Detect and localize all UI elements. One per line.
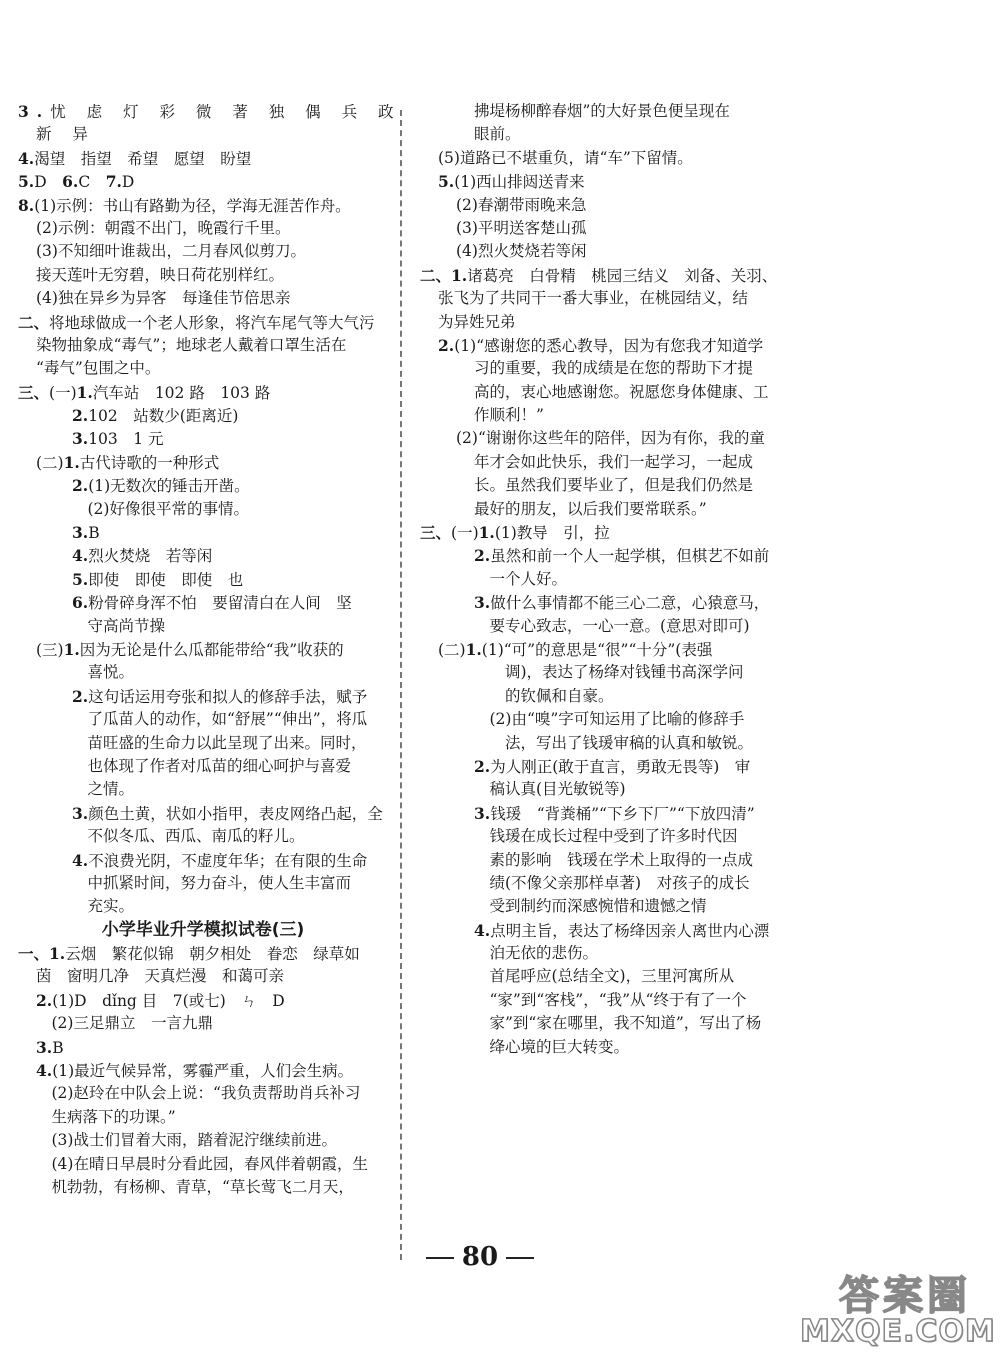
answer-text: (1)教导 引，拉 (494, 524, 610, 543)
answer-text: 稿认真(目光敏锐等) (474, 780, 626, 799)
answer-text: 生病落下的功课。” (36, 1107, 176, 1126)
answer-text: (2)春潮带雨晚来急 (456, 195, 587, 214)
answer-text: 虽然和前一个人一起学棋，但棋艺不如前 (490, 547, 770, 566)
item-number: 7. (105, 172, 122, 192)
answer-line (18, 895, 388, 918)
answer-line (420, 170, 790, 193)
answer-line (18, 1106, 388, 1129)
answer-line (18, 802, 388, 825)
item-number: 1. (63, 639, 80, 659)
answer-line (18, 170, 388, 193)
answer-line (18, 1153, 388, 1176)
answer-text: 这句话运用夸张和拟人的修辞手法，赋予 (88, 687, 368, 706)
answer-line (420, 591, 790, 614)
answer-line (420, 685, 790, 708)
watermark-logo (800, 1262, 995, 1354)
item-number: 4. (72, 546, 89, 566)
answer-text: 高的，衷心地感谢您。祝愿您身体健康、工 (474, 382, 769, 401)
item-number: 2. (474, 546, 491, 566)
answer-line (420, 427, 790, 450)
item-number: 3. (72, 523, 89, 543)
answer-text: (三) (36, 640, 64, 659)
answer-text: (2)好像很平常的事情。 (72, 499, 249, 518)
answer-line (18, 451, 388, 474)
answer-text: 103 1 元 (88, 430, 164, 449)
item-number: 3. (474, 803, 491, 823)
answer-line (420, 755, 790, 778)
answer-text: (1)西山排闼送青来 (454, 173, 585, 192)
answer-text: (2)由“嗅”字可知运用了比喻的修辞手 (474, 710, 745, 729)
answer-text: B (88, 524, 100, 543)
answer-text: 一个人好。 (474, 569, 568, 588)
answer-line (18, 872, 388, 895)
answer-line (18, 217, 388, 240)
answer-text: (4)烈火焚烧若等闲 (456, 242, 587, 261)
answer-line (420, 1036, 790, 1059)
answer-text: 苗旺盛的生命力以此呈现了出来。同时， (72, 733, 367, 752)
answer-line (420, 895, 790, 918)
item-number: 三、 (18, 382, 50, 402)
answer-line (18, 100, 402, 123)
answer-line (420, 474, 790, 497)
answer-line (18, 825, 388, 848)
answer-line (18, 123, 388, 146)
answer-line (18, 708, 388, 731)
answer-line (420, 451, 790, 474)
item-number: 1. (76, 382, 93, 402)
answer-line (420, 919, 790, 942)
answer-line (420, 568, 790, 591)
answer-line (420, 778, 790, 801)
answer-line (420, 100, 790, 123)
answer-line (18, 194, 388, 217)
answer-text: “毒气”包围之中。 (36, 359, 161, 378)
answer-line (420, 1012, 790, 1035)
answer-text: “家”到“客栈”，“我”从“终于有了一个 (474, 990, 747, 1009)
item-number: 3. (18, 102, 51, 121)
answer-text: 家”到“家在哪里，我不知道”，写出了杨 (474, 1014, 762, 1033)
answer-text: (1)无数次的锤击开凿。 (88, 477, 250, 496)
answer-line (420, 825, 790, 848)
answer-line (18, 521, 388, 544)
answer-text: 汽车站 102 路 103 路 (92, 383, 271, 402)
answer-text: 喜悦。 (72, 663, 135, 682)
item-number: 6. (72, 593, 89, 613)
answer-text: 点明主旨，表达了杨绛因亲人离世内心漂 (490, 921, 770, 940)
item-number: 4. (72, 850, 89, 870)
answer-line (18, 147, 388, 170)
answer-text: (2)“谢谢你这些年的陪伴，因为有你，我的童 (456, 429, 765, 448)
answer-text: (2)赵玲在中队会上说：“我负责帮助肖兵补习 (36, 1084, 361, 1103)
answer-text: (3)不知细叶谁裁出，二月春风似剪刀。 (36, 242, 306, 261)
answer-line (420, 942, 790, 965)
answer-line (420, 661, 790, 684)
answer-text: 张飞为了共同干一番大事业，在桃园结义，结 (438, 289, 749, 308)
answer-text: 中抓紧时间，努力奋斗，使人生丰富而 (72, 873, 352, 892)
answer-text: 守高尚节操 (72, 616, 166, 635)
answer-text: 小学毕业升学模拟试卷(三) (101, 919, 305, 940)
answer-line (420, 521, 790, 544)
answer-line (420, 311, 790, 334)
right-answer-column (420, 100, 790, 1059)
item-number: 2. (36, 990, 53, 1010)
answer-text: 拂堤杨柳醉春烟”的大好景色便呈现在 (474, 102, 730, 120)
answer-line (18, 357, 388, 380)
answer-text: (二) (438, 640, 466, 659)
answer-text: C (78, 173, 106, 192)
answer-text: 颜色土黄，状如小指甲，表皮网络凸起，全 (88, 804, 383, 823)
answer-text: 年才会如此快乐，我们一起学习，一起成 (474, 452, 754, 471)
answer-text: 渴望 指望 希望 愿望 盼望 (34, 149, 252, 168)
answer-line (18, 1059, 388, 1082)
answer-line (18, 778, 388, 801)
answer-text: 素的影响 钱瑗在学术上取得的一点成 (474, 850, 754, 869)
watermark-title: 答案圈 (839, 1273, 971, 1319)
answer-line (18, 965, 388, 988)
answer-line (18, 240, 388, 263)
answer-line (420, 147, 790, 170)
item-number: 1. (465, 639, 482, 659)
item-number: 3. (474, 593, 491, 613)
item-number: 4. (18, 148, 35, 168)
answer-text: 诸葛亮 白骨精 桃园三结义 刘备、关羽、 (467, 266, 778, 285)
answer-line (18, 334, 388, 357)
answer-text: 不浪费光阴，不虚度年华；在有限的生命 (88, 851, 368, 870)
answer-text: 的钦佩和自豪。 (474, 686, 614, 705)
answer-text: 也体现了作者对瓜苗的细心呵护与喜爱 (72, 756, 352, 775)
item-number: 4. (474, 920, 491, 940)
answer-line (420, 732, 790, 755)
answer-text: D (34, 173, 63, 192)
answer-line (18, 1129, 388, 1152)
answer-line (420, 965, 790, 988)
answer-line (420, 334, 790, 357)
answer-line (420, 357, 790, 380)
answer-text: 染物抽象成“毒气”；地球老人戴着口罩生活在 (36, 335, 347, 354)
answer-text: (1)“可”的意思是“很”“十分”(表强 (481, 640, 713, 659)
answer-text: 因为无论是什么瓜都能带给“我”收获的 (79, 640, 344, 659)
column-divider (400, 110, 402, 1260)
answer-line (18, 638, 388, 661)
answer-line (420, 217, 790, 240)
answer-line (18, 732, 388, 755)
page-number-value: 80 (461, 1242, 499, 1272)
item-number: 2. (72, 686, 89, 706)
answer-line (18, 591, 388, 614)
answer-line (420, 498, 790, 521)
answer-text: 为人刚正(敢于直言，勇敢无畏等) 审 (490, 757, 751, 776)
answer-line (18, 685, 388, 708)
answer-text: (1)最近气候异常，雾霾严重，人们会生病。 (52, 1062, 354, 1081)
answer-text: D (121, 173, 135, 192)
answer-line (18, 942, 388, 965)
answer-line (18, 381, 388, 404)
answer-line (420, 381, 790, 404)
answer-line (420, 194, 790, 217)
item-number: 3. (36, 1037, 53, 1057)
answer-text: (1)“感谢您的悉心教导，因为有您我才知道学 (454, 336, 764, 355)
answer-line (18, 544, 388, 567)
answer-line (18, 989, 388, 1012)
item-number: 1. (478, 523, 495, 543)
answer-text: 钱瑗在成长过程中受到了许多时代因 (474, 827, 738, 846)
item-number: 一、1. (18, 944, 66, 964)
answer-text: 102 站数少(距离近) (88, 407, 239, 426)
item-number: 二、1. (420, 265, 468, 285)
answer-line (420, 287, 790, 310)
answer-line (420, 123, 790, 146)
answer-line (18, 498, 388, 521)
answer-text: 接天莲叶无穷碧，映日荷花别样红。 (36, 265, 285, 284)
answer-text: (4)在晴日早晨时分看此园，春风伴着朝霞，生 (36, 1154, 368, 1173)
answer-line (18, 1012, 388, 1035)
answer-line (18, 755, 388, 778)
answer-line (18, 404, 388, 427)
answer-line (420, 989, 790, 1012)
left-answer-column (18, 100, 402, 1199)
answer-line (420, 615, 790, 638)
answer-line (420, 638, 790, 661)
item-number: 4. (36, 1061, 53, 1081)
answer-text: 法，写出了钱瑗审稿的认真和敏锐。 (474, 733, 754, 752)
answer-line (18, 311, 388, 334)
item-number: 8. (18, 195, 35, 215)
answer-text: 要专心致志，一心一意。(意思对即可) (474, 616, 750, 635)
answer-line (420, 544, 790, 567)
answer-text: 最好的朋友，以后我们要常联系。” (474, 499, 707, 518)
answer-text: 受到制约而深感惋惜和遗憾之情 (474, 897, 707, 916)
answer-text: 作顺利！” (474, 406, 544, 425)
item-number: 5. (72, 569, 89, 589)
answer-text: B (52, 1038, 64, 1057)
answer-text: (1)示例：书山有路勤为径，学海无涯苦作舟。 (34, 196, 351, 215)
answer-line (18, 287, 388, 310)
answer-line (420, 872, 790, 895)
answer-text: 绛心境的巨大转变。 (474, 1037, 630, 1056)
answer-text: (5)道路已不堪重负，请“车”下留情。 (438, 148, 693, 167)
answer-text: 眼前。 (474, 125, 521, 144)
answer-text: 云烟 繁花似锦 朝夕相处 眷恋 绿草如 (65, 945, 360, 964)
answer-text: 充实。 (72, 897, 135, 916)
answer-text: 习的重要，我的成绩是在您的帮助下才提 (474, 359, 754, 378)
answer-text: (3)平明送客楚山孤 (456, 218, 587, 237)
page-number-dash-left (426, 1257, 454, 1259)
answer-text: 之情。 (72, 780, 135, 799)
page-number-dash-right (506, 1257, 534, 1259)
item-number: 5. (18, 172, 35, 192)
answer-text: 忧 虑 灯 彩 微 著 独 偶 兵 政 (50, 103, 402, 121)
answer-line (18, 1082, 388, 1105)
answer-text: 不似冬瓜、西瓜、南瓜的籽儿。 (72, 827, 305, 846)
item-number: 5. (438, 172, 455, 192)
item-number: 2. (474, 756, 491, 776)
answer-line (18, 1176, 388, 1199)
answer-text: (4)独在异乡为异客 每逢佳节倍思亲 (36, 289, 291, 308)
answer-line (18, 427, 388, 450)
item-number: 2. (72, 406, 89, 426)
answer-text: 烈火焚烧 若等闲 (88, 547, 213, 566)
section-heading (18, 919, 388, 942)
item-number: 2. (438, 335, 455, 355)
answer-text: 将地球做成一个老人形象，将汽车尾气等大气污 (49, 313, 375, 332)
answer-text: (一) (49, 383, 77, 402)
answer-text: 茵 窗明几净 天真烂漫 和蔼可亲 (36, 967, 285, 986)
item-number: 三、 (420, 523, 452, 543)
answer-text: (一) (451, 524, 479, 543)
answer-text: 长。虽然我们要毕业了，但是我们仍然是 (474, 476, 754, 495)
item-number: 6. (62, 172, 79, 192)
answer-text: 做什么事情都不能三心二意，心猿意马， (490, 594, 770, 613)
answer-line (18, 568, 388, 591)
item-number: 3. (72, 803, 89, 823)
answer-line (18, 849, 388, 872)
answer-text: 机勃勃，有杨柳、青草，“草长莺飞二月天， (36, 1177, 354, 1196)
answer-line (420, 708, 790, 731)
answer-text: (3)战士们冒着大雨，踏着泥泞继续前进。 (36, 1131, 337, 1150)
item-number: 二、 (18, 312, 50, 332)
answer-line (420, 264, 790, 287)
answer-text: (1)D dǐng 目 7(或七) ㄣ D (52, 991, 285, 1010)
answer-text: 即使 即使 即使 也 (88, 570, 244, 589)
answer-line (18, 474, 388, 497)
answer-text: 新 异 (36, 125, 96, 144)
answer-text: 古代诗歌的一种形式 (79, 453, 220, 472)
answer-text: 泊无依的悲伤。 (474, 944, 599, 963)
answer-text: (二) (36, 453, 64, 472)
answer-line (18, 264, 388, 287)
answer-text: (2)三足鼎立 一言九鼎 (36, 1014, 213, 1033)
answer-line (18, 661, 388, 684)
item-number: 1. (63, 452, 80, 472)
answer-text: 为异姓兄弟 (438, 312, 516, 331)
answer-line (420, 240, 790, 263)
answer-text: 首尾呼应(总结全文)，三里河寓所从 (474, 967, 735, 986)
answer-line (420, 404, 790, 427)
answer-line (18, 615, 388, 638)
answer-text: 粉骨碎身浑不怕 要留清白在人间 坚 (88, 594, 352, 613)
answer-line (18, 1036, 388, 1059)
item-number: 2. (72, 476, 89, 496)
answer-text: 了瓜苗人的动作，如“舒展”“伸出”，将瓜 (72, 710, 368, 729)
answer-line (420, 802, 790, 825)
answer-text: 绩(不像父亲那样卓著) 对孩子的成长 (474, 873, 750, 892)
watermark-url: MXQE.COM (800, 1314, 996, 1349)
answer-text: (2)示例：朝霞不出门，晚霞行千里。 (36, 218, 291, 237)
answer-line (420, 849, 790, 872)
answer-text: 调)，表达了杨绛对钱锺书高深学问 (474, 663, 744, 682)
answer-text: 钱瑗 “背粪桶”“下乡下厂”“下放四清” (490, 804, 755, 823)
item-number: 3. (72, 429, 89, 449)
